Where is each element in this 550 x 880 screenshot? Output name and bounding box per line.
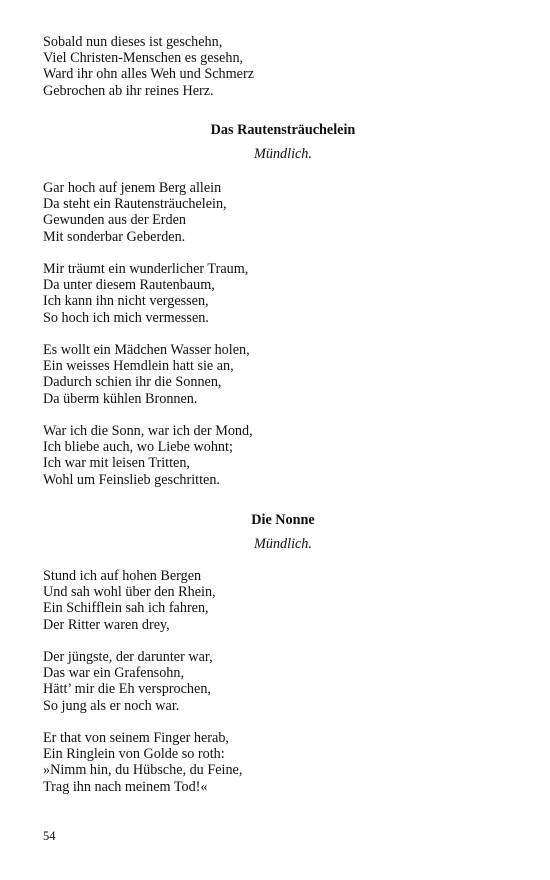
verse-line: Gar hoch auf jenem Berg allein bbox=[43, 180, 222, 196]
verse-line: Ein weisses Hemdlein hatt sie an, bbox=[43, 358, 234, 375]
verse-line: So jung als er noch war. bbox=[43, 697, 180, 714]
verse-line: Sobald nun dieses ist geschehn, bbox=[43, 34, 223, 50]
verse-line: Dadurch schien ihr die Sonnen, bbox=[43, 374, 222, 391]
opening-stanza bbox=[43, 34, 503, 99]
verse-line: Hätt’ mir die Eh versprochen, bbox=[43, 681, 211, 698]
poem1-stanza-4 bbox=[43, 423, 503, 488]
poem-title: Das Rautensträuchelein bbox=[210, 122, 356, 138]
verse-line: Da unter diesem Rautenbaum, bbox=[43, 277, 215, 294]
page-number: 54 bbox=[43, 829, 56, 843]
verse-line: Ich bliebe auch, wo Liebe wohnt; bbox=[43, 439, 233, 456]
verse-line: Ich war mit leisen Tritten, bbox=[43, 455, 190, 472]
verse-line: So hoch ich mich vermessen. bbox=[43, 309, 209, 326]
poem-source-note: Mündlich. bbox=[254, 536, 312, 552]
poem-source-note: Mündlich. bbox=[254, 146, 312, 162]
poem-title: Die Nonne bbox=[251, 512, 315, 528]
book-page bbox=[43, 0, 503, 880]
verse-line: Gewunden aus der Erden bbox=[43, 212, 187, 229]
verse-line: Der jüngste, der darunter war, bbox=[43, 649, 213, 665]
verse-line: »Nimm hin, du Hübsche, du Feine, bbox=[43, 762, 243, 779]
verse-line: Da überm kühlen Bronnen. bbox=[43, 390, 198, 407]
verse-line: Mit sonderbar Geberden. bbox=[43, 228, 186, 245]
verse-line: Viel Christen-Menschen es gesehn, bbox=[43, 50, 244, 67]
verse-line: Da steht ein Rautensträuchelein, bbox=[43, 196, 227, 213]
verse-line: Gebrochen ab ihr reines Herz. bbox=[43, 82, 214, 99]
poem1-stanza-2 bbox=[43, 261, 503, 326]
verse-line: Ein Schifflein sah ich fahren, bbox=[43, 600, 209, 617]
poem1-stanza-3 bbox=[43, 342, 503, 407]
poem2-stanza-3 bbox=[43, 730, 503, 795]
verse-line: Er that von seinem Finger herab, bbox=[43, 730, 229, 746]
verse-line: Ein Ringlein von Golde so roth: bbox=[43, 746, 225, 763]
verse-line: Mir träumt ein wunderlicher Traum, bbox=[43, 261, 249, 277]
poem2-stanza-1 bbox=[43, 568, 503, 633]
verse-line: Ward ihr ohn alles Weh und Schmerz bbox=[43, 66, 254, 83]
verse-line: Es wollt ein Mädchen Wasser holen, bbox=[43, 342, 250, 358]
poem1-stanza-1 bbox=[43, 180, 503, 245]
poem2-stanza-2 bbox=[43, 649, 503, 714]
verse-line: Der Ritter waren drey, bbox=[43, 616, 170, 633]
verse-line: Und sah wohl über den Rhein, bbox=[43, 584, 216, 601]
verse-line: Stund ich auf hohen Bergen bbox=[43, 568, 202, 584]
verse-line: Das war ein Grafensohn, bbox=[43, 665, 185, 682]
verse-line: War ich die Sonn, war ich der Mond, bbox=[43, 423, 253, 439]
verse-line: Wohl um Feinslieb geschritten. bbox=[43, 471, 220, 488]
verse-line: Trag ihn nach meinem Tod!« bbox=[43, 778, 208, 795]
verse-line: Ich kann ihn nicht vergessen, bbox=[43, 293, 209, 310]
